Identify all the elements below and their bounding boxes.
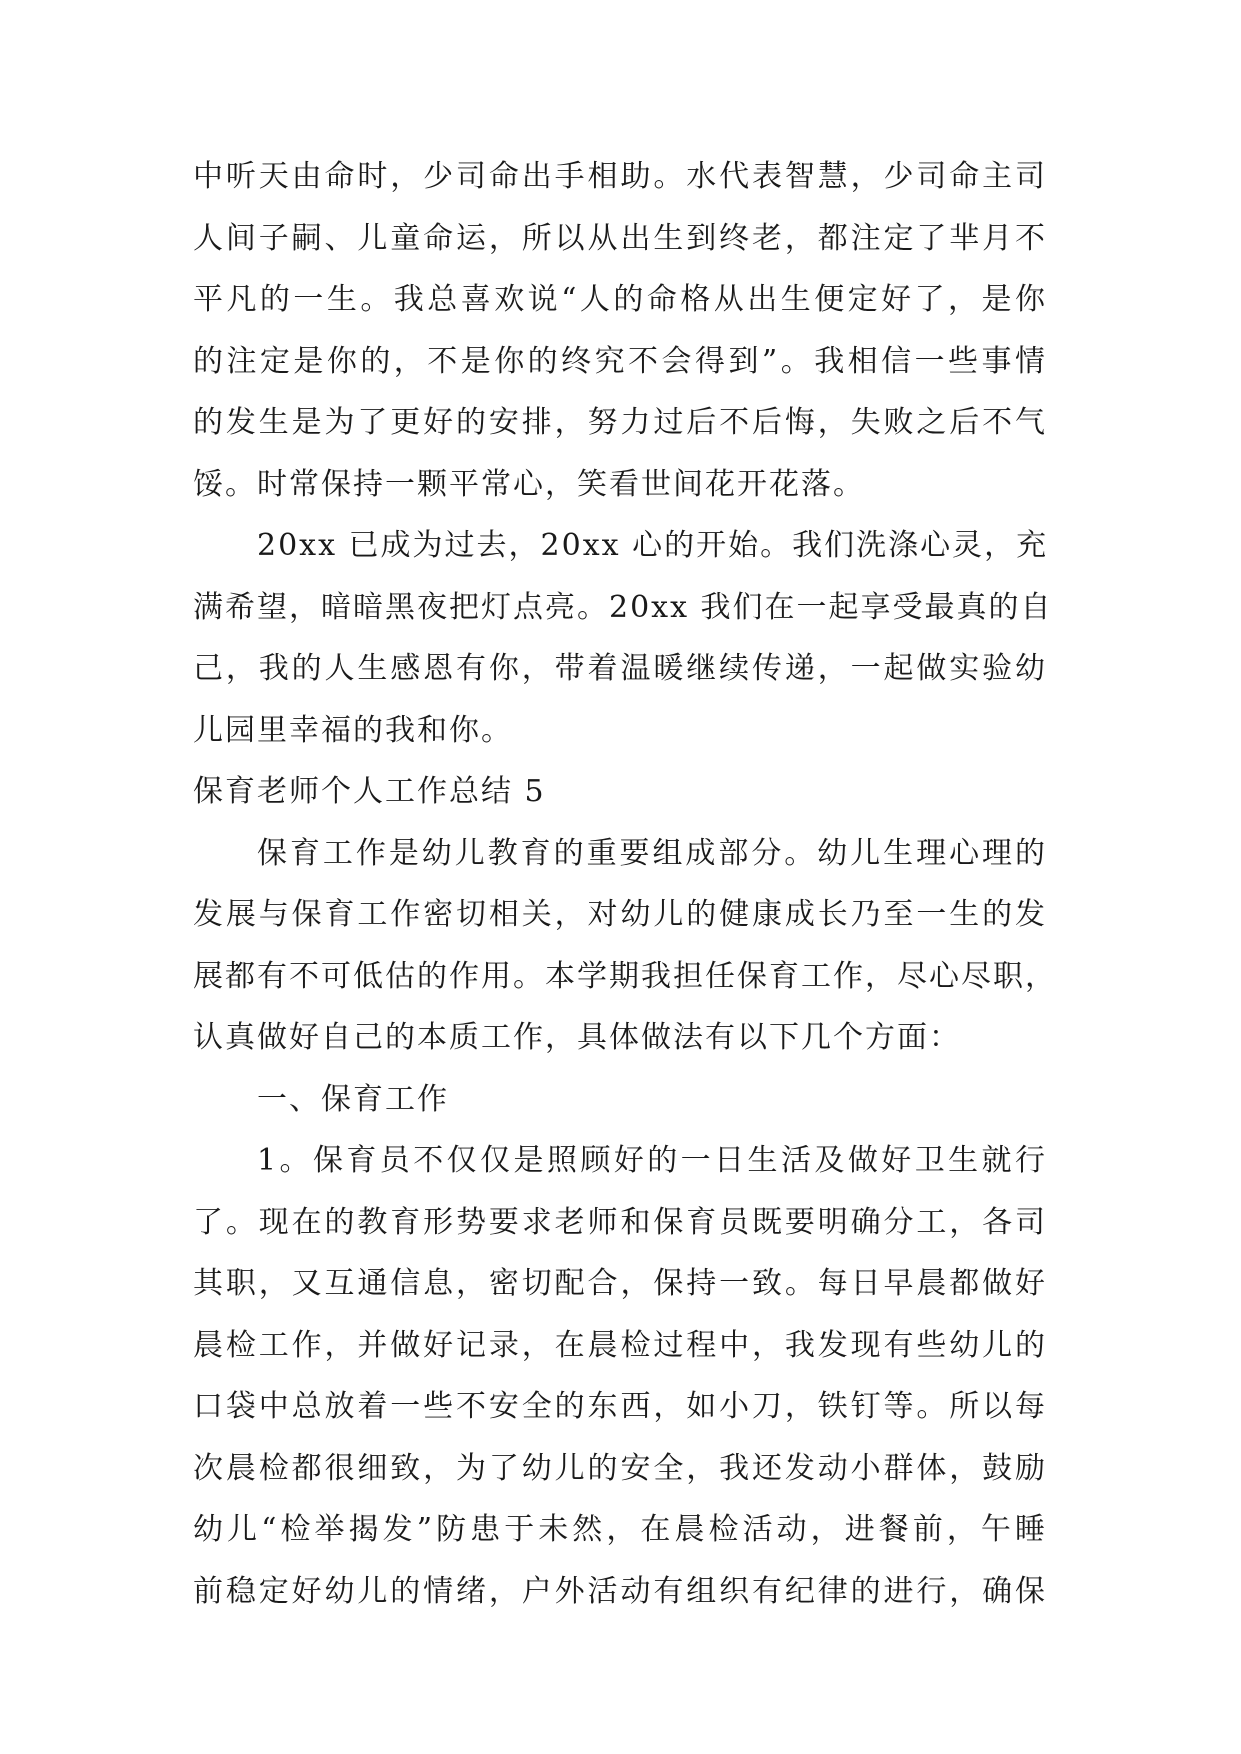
text-line: 儿园里幸福的我和你。 <box>193 712 513 748</box>
text-line: 的发生是为了更好的安排，努力过后不后悔，失败之后不气 <box>193 405 1047 440</box>
text-line: 中听天由命时，少司命出手相助。水代表智慧，少司命主司 <box>193 159 1047 194</box>
paragraph-first-line: 20xx 已成为过去，20xx 心的开始。我们洗涤心灵，充 <box>257 528 1049 563</box>
text-line: 的注定是你的，不是你的终究不会得到”。我相信一些事情 <box>193 343 1047 379</box>
text-line: 己，我的人生感恩有你，带着温暖继续传递，一起做实验幼 <box>193 651 1047 686</box>
text-line: 了。现在的教育形势要求老师和保育员既要明确分工，各司 <box>193 1204 1047 1240</box>
text-line: 平凡的一生。我总喜欢说“人的命格从出生便定好了，是你 <box>193 282 1047 317</box>
text-line: 满希望，暗暗黑夜把灯点亮。20xx 我们在一起享受最真的自 <box>193 589 1053 625</box>
text-line: 发展与保育工作密切相关，对幼儿的健康成长乃至一生的发 <box>193 897 1047 932</box>
text-line: 展都有不可低估的作用。本学期我担任保育工作，尽心尽职， <box>193 958 1057 994</box>
text-line: 口袋中总放着一些不安全的东西，如小刀，铁钉等。所以每 <box>193 1389 1047 1424</box>
text-line: 馁。时常保持一颗平常心，笑看世间花开花落。 <box>193 466 865 502</box>
subsection-heading: 一、保育工作 <box>257 1081 449 1117</box>
section-heading: 保育老师个人工作总结 5 <box>193 774 546 809</box>
text-line: 认真做好自己的本质工作，具体做法有以下几个方面： <box>193 1020 961 1055</box>
paragraph-first-line: 保育工作是幼儿教育的重要组成部分。幼儿生理心理的 <box>257 835 1047 871</box>
text-line: 人间子嗣、儿童命运，所以从出生到终老，都注定了芈月不 <box>193 220 1047 256</box>
text-line: 晨检工作，并做好记录，在晨检过程中，我发现有些幼儿的 <box>193 1327 1047 1363</box>
text-line: 幼儿“检举揭发”防患于未然，在晨检活动，进餐前，午睡 <box>193 1512 1047 1547</box>
text-line: 次晨检都很细致，为了幼儿的安全，我还发动小群体，鼓励 <box>193 1450 1047 1486</box>
document-page <box>193 146 1057 1622</box>
paragraph-first-line: 1。保育员不仅仅是照顾好的一日生活及做好卫生就行 <box>257 1143 1047 1178</box>
text-line: 其职，又互通信息，密切配合，保持一致。每日早晨都做好 <box>193 1266 1047 1301</box>
text-line: 前稳定好幼儿的情绪，户外活动有组织有纪律的进行，确保 <box>193 1573 1047 1609</box>
